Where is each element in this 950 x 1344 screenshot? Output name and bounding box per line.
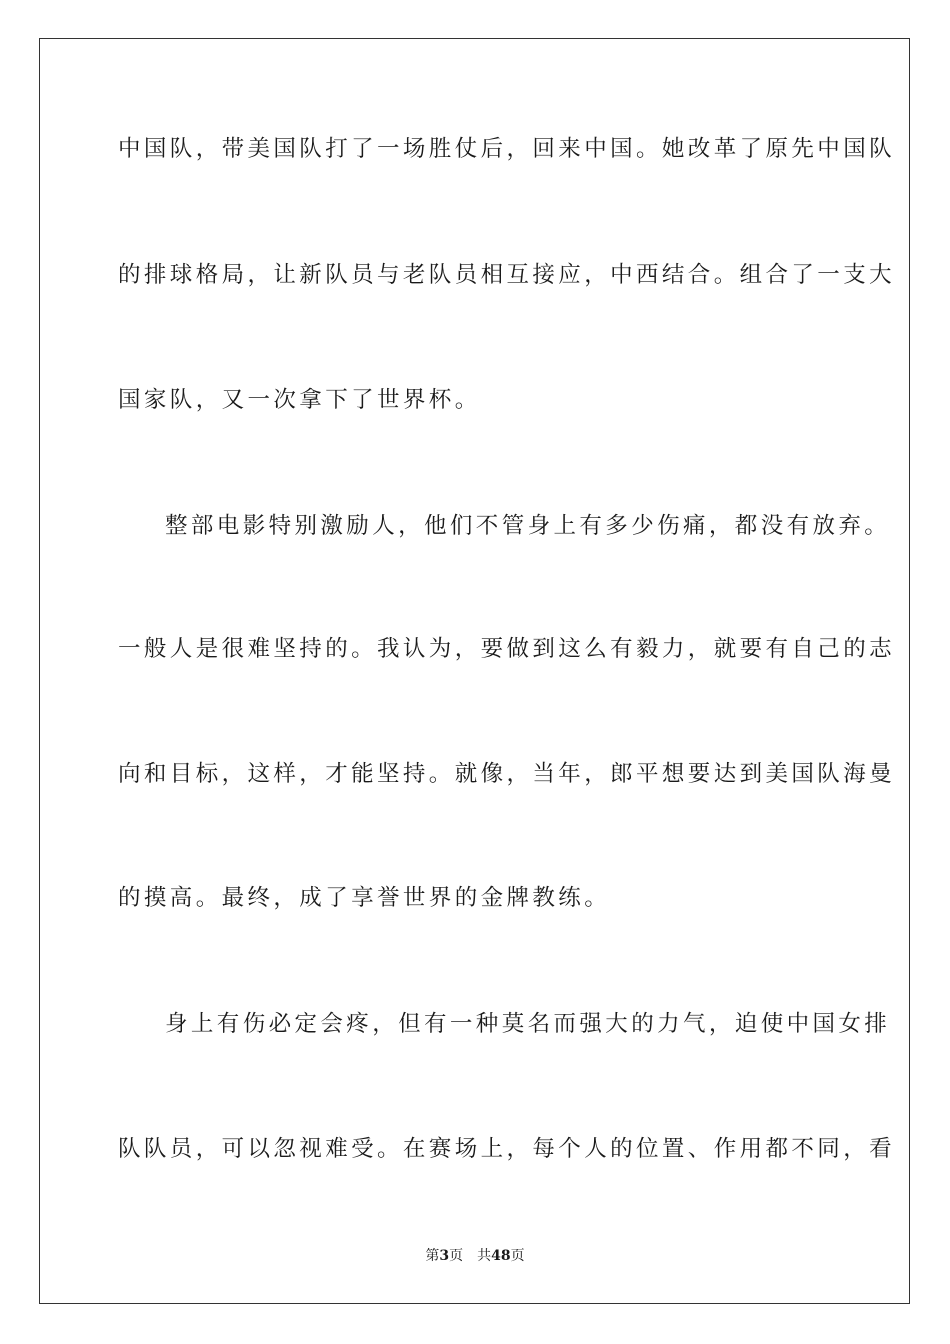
body-line-4: 整部电影特别激励人，他们不管身上有多少伤痛，都没有放弃。 [165,513,891,539]
page-number: 3 [439,1248,450,1264]
body-line-3: 国家队，又一次拿下了世界杯。 [118,387,481,413]
body-line-6: 向和目标，这样，才能坚持。就像，当年，郎平想要达到美国队海曼 [118,761,896,787]
page-prefix: 第 [425,1248,440,1264]
body-line-5: 一般人是很难坚持的。我认为，要做到这么有毅力，就要有自己的志 [118,636,896,662]
body-line-8: 身上有伤必定会疼，但有一种莫名而强大的力气，迫使中国女排 [165,1011,891,1037]
body-line-9: 队队员，可以忽视难受。在赛场上，每个人的位置、作用都不同，看 [118,1136,896,1162]
body-line-2: 的排球格局，让新队员与老队员相互接应，中西结合。组合了一支大 [118,262,896,288]
page-total: 48 [491,1248,511,1264]
total-unit: 页 [510,1248,525,1264]
page-border [39,38,910,1304]
body-line-1: 中国队，带美国队打了一场胜仗后，回来中国。她改革了原先中国队 [118,136,896,162]
total-prefix: 共 [477,1248,492,1264]
page-unit: 页 [449,1248,464,1264]
page-footer [0,1246,950,1266]
body-line-7: 的摸高。最终，成了享誉世界的金牌教练。 [118,885,611,911]
